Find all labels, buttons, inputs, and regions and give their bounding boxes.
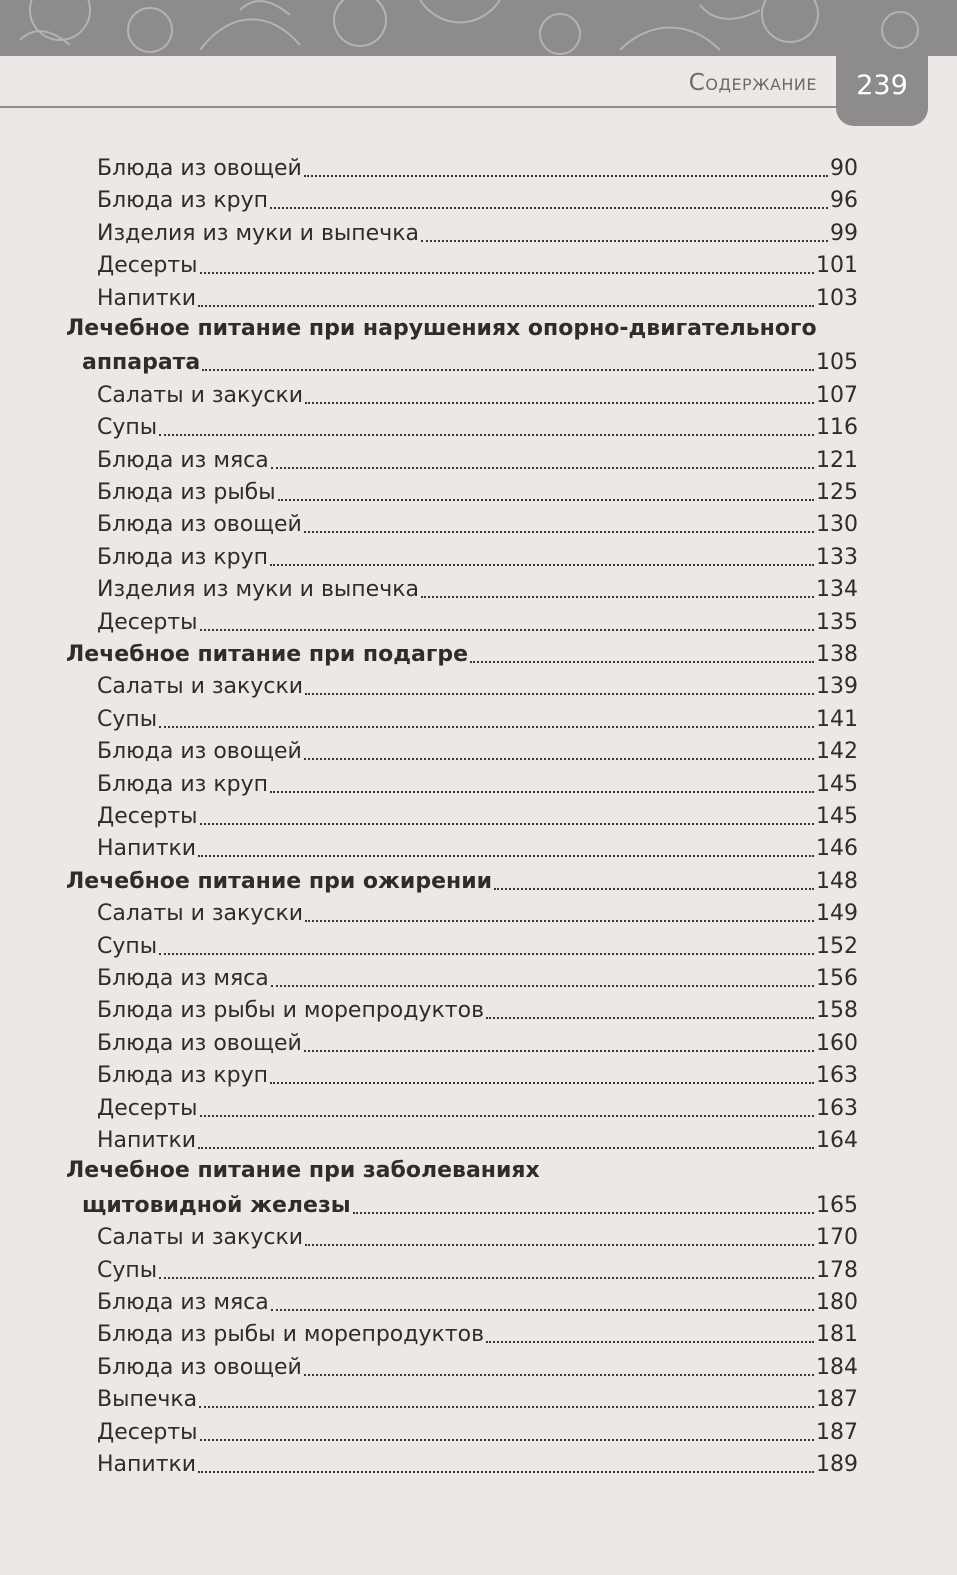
- dot-leader: [304, 529, 814, 533]
- toc-entry-page: 187: [816, 1387, 858, 1413]
- toc-entry-page: 101: [816, 253, 858, 279]
- dot-leader: [199, 1404, 814, 1408]
- toc-entry-label: Блюда из мяса: [97, 966, 269, 991]
- toc-entry: [97, 411, 858, 443]
- dot-leader: [305, 1242, 814, 1246]
- toc-entry-label: Супы: [97, 933, 158, 959]
- toc-entry: [97, 962, 858, 994]
- toc-entry-label: щитовидной железы: [82, 1192, 351, 1218]
- toc-entry-label: Салаты и закуски: [97, 901, 304, 927]
- toc-entry: [97, 1059, 858, 1091]
- toc-entry-label: Десерты: [97, 609, 198, 635]
- toc-entry-label: Напитки: [97, 1128, 197, 1153]
- dot-leader: [421, 238, 828, 242]
- toc-entry-label: Блюда из овощей: [97, 1354, 302, 1380]
- toc-entry-label: Супы: [97, 415, 158, 441]
- dot-leader: [198, 303, 814, 307]
- toc-entry-page: 105: [816, 350, 858, 376]
- dot-leader: [271, 465, 814, 469]
- toc-entry-label: Салаты и закуски: [97, 674, 304, 700]
- dot-leader: [159, 1275, 814, 1279]
- toc-entry-page: 163: [816, 1095, 858, 1121]
- dot-leader: [200, 270, 814, 274]
- toc-entry: [97, 476, 858, 508]
- toc-entry: [97, 508, 858, 540]
- toc-chapter-entry: [82, 1189, 858, 1221]
- toc-entry-label: Блюда из овощей: [97, 156, 302, 181]
- toc-entry-label: Изделия из муки и выпечка: [97, 220, 419, 246]
- toc-entry-page: 125: [816, 480, 858, 505]
- dot-leader: [159, 724, 814, 728]
- toc-entry-page: 163: [816, 1063, 858, 1089]
- toc-entry-label: Блюда из круп: [97, 771, 269, 797]
- toc-entry-page: 133: [816, 544, 858, 570]
- toc-entry-page: 135: [816, 609, 858, 635]
- dot-leader: [486, 1339, 814, 1343]
- toc-entry-page: 121: [816, 447, 858, 473]
- toc-entry-label: Лечебное питание при ожирении: [66, 868, 493, 894]
- dot-leader: [198, 1145, 814, 1149]
- toc-entry-page: 103: [816, 285, 858, 311]
- toc-entry-label: Блюда из мяса: [97, 447, 269, 473]
- toc-entry-label: Салаты и закуски: [97, 1225, 304, 1251]
- toc-entry-label: Напитки: [97, 1452, 197, 1477]
- toc-entry: [97, 444, 858, 476]
- toc-entry-label: Блюда из круп: [97, 1063, 269, 1089]
- page-header-title: Содержание: [688, 70, 817, 96]
- toc-entry-page: 152: [816, 933, 858, 959]
- toc-entry-label: Блюда из рыбы и морепродуктов: [97, 998, 485, 1024]
- dot-leader: [159, 951, 814, 955]
- toc-entry-label: Блюда из круп: [97, 544, 269, 570]
- header-divider: [0, 106, 836, 108]
- toc-entry: [97, 670, 858, 702]
- toc-entry: [97, 152, 858, 184]
- toc-entry-page: 165: [816, 1192, 858, 1218]
- dot-leader: [494, 886, 814, 890]
- toc-entry-page: 178: [816, 1257, 858, 1283]
- toc-entry-page: 189: [816, 1452, 858, 1477]
- toc-chapter-heading: Лечебное питание при нарушениях опорно-двигательного: [66, 316, 817, 341]
- toc-entry-page: 139: [816, 674, 858, 700]
- toc-entry-label: Лечебное питание при подагре: [66, 642, 468, 667]
- toc-entry-page: 170: [816, 1225, 858, 1251]
- dot-leader: [200, 821, 814, 825]
- dot-leader: [198, 853, 814, 857]
- toc-entry: [97, 1318, 858, 1350]
- toc-entry-label: Блюда из рыбы: [97, 480, 276, 505]
- toc-entry-page: 96: [830, 188, 858, 214]
- toc-entry: [97, 1027, 858, 1059]
- toc-entry-page: 90: [830, 156, 858, 181]
- toc-entry-page: 184: [816, 1354, 858, 1380]
- dot-leader: [305, 918, 814, 922]
- toc-entry: [97, 282, 858, 314]
- toc-entry: [97, 184, 858, 216]
- dot-leader: [270, 205, 828, 209]
- toc-entry: [97, 735, 858, 767]
- toc-entry-page: 149: [816, 901, 858, 927]
- toc-entry-page: 107: [816, 382, 858, 408]
- toc-entry: [97, 1351, 858, 1383]
- dot-leader: [159, 432, 814, 436]
- toc-entry: [97, 217, 858, 249]
- toc-entry: [97, 1416, 858, 1448]
- toc-chapter-entry: [66, 865, 858, 897]
- toc-entry-label: Напитки: [97, 836, 197, 862]
- dot-leader: [271, 1307, 814, 1311]
- toc-entry: [97, 606, 858, 638]
- toc-entry-page: 180: [816, 1290, 858, 1315]
- toc-entry-label: Десерты: [97, 804, 198, 829]
- toc-entry-label: Блюда из овощей: [97, 1030, 302, 1056]
- dot-leader: [304, 1048, 814, 1052]
- toc-entry: [97, 249, 858, 281]
- toc-entry-label: Супы: [97, 1257, 158, 1283]
- dot-leader: [304, 173, 828, 177]
- toc-entry-page: 116: [816, 415, 858, 441]
- fruit-pattern-icon: [0, 0, 957, 56]
- toc-entry: [97, 1383, 858, 1415]
- toc-entry: [97, 1092, 858, 1124]
- toc-entry: [97, 1286, 858, 1318]
- toc-entry-page: 145: [816, 771, 858, 797]
- toc-entry: [97, 1254, 858, 1286]
- toc-entry-page: 158: [816, 998, 858, 1024]
- toc-entry-label: Блюда из круп: [97, 188, 269, 214]
- dot-leader: [200, 1113, 814, 1117]
- toc-entry: [97, 930, 858, 962]
- toc-entry-page: 134: [816, 577, 858, 603]
- toc-entry-label: Десерты: [97, 1419, 198, 1445]
- dot-leader: [200, 627, 814, 631]
- toc-entry-page: 141: [816, 706, 858, 732]
- toc-entry: [97, 1448, 858, 1480]
- toc-entry: [97, 379, 858, 411]
- toc-entry-label: Супы: [97, 706, 158, 732]
- toc-entry: [97, 768, 858, 800]
- toc-chapter-heading: Лечебное питание при заболеваниях: [66, 1158, 540, 1184]
- toc-entry-label: Выпечка: [97, 1387, 198, 1413]
- dot-leader: [305, 691, 814, 695]
- toc-entry-label: Блюда из овощей: [97, 512, 302, 538]
- toc-entry-label: Блюда из рыбы и морепродуктов: [97, 1322, 485, 1348]
- toc-entry-page: 138: [816, 642, 858, 667]
- toc-chapter-entry: [66, 638, 858, 670]
- toc-entry: [97, 541, 858, 573]
- dot-leader: [421, 594, 814, 598]
- toc-entry-page: 142: [816, 739, 858, 765]
- page-number: 239: [836, 52, 928, 126]
- toc-entry-label: Блюда из овощей: [97, 739, 302, 765]
- dot-leader: [198, 1469, 814, 1473]
- toc-entry-label: Салаты и закуски: [97, 382, 304, 408]
- dot-leader: [271, 983, 814, 987]
- toc-entry-page: 181: [816, 1322, 858, 1348]
- toc-entry-label: Десерты: [97, 253, 198, 279]
- toc-entry-page: 156: [816, 966, 858, 991]
- decorative-banner: [0, 0, 957, 56]
- toc-entry: [97, 832, 858, 864]
- dot-leader: [200, 1437, 814, 1441]
- toc-entry: [97, 573, 858, 605]
- toc-entry-page: 130: [816, 512, 858, 538]
- dot-leader: [304, 1372, 814, 1376]
- toc-entry-label: аппарата: [82, 350, 201, 376]
- toc-entry: [97, 800, 858, 832]
- toc-entry-page: 145: [816, 804, 858, 829]
- dot-leader: [305, 400, 814, 404]
- dot-leader: [270, 562, 814, 566]
- toc-entry-label: Блюда из мяса: [97, 1290, 269, 1315]
- toc-entry-page: 164: [816, 1128, 858, 1153]
- dot-leader: [202, 367, 814, 371]
- dot-leader: [353, 1210, 814, 1214]
- dot-leader: [304, 756, 814, 760]
- toc-entry: [97, 897, 858, 929]
- toc-entry: [97, 703, 858, 735]
- toc-entry-page: 187: [816, 1419, 858, 1445]
- toc-entry-page: 146: [816, 836, 858, 862]
- toc-chapter-entry: [82, 346, 858, 378]
- toc-entry-page: 160: [816, 1030, 858, 1056]
- dot-leader: [270, 1080, 814, 1084]
- toc-entry: [97, 1124, 858, 1156]
- toc-entry-label: Изделия из муки и выпечка: [97, 577, 419, 603]
- dot-leader: [486, 1015, 814, 1019]
- toc-entry: [97, 994, 858, 1026]
- dot-leader: [278, 497, 814, 501]
- toc-entry-label: Десерты: [97, 1095, 198, 1121]
- toc-entry-page: 99: [830, 220, 858, 246]
- dot-leader: [470, 659, 814, 663]
- toc-entry: [97, 1221, 858, 1253]
- toc-entry-label: Напитки: [97, 285, 197, 311]
- dot-leader: [270, 789, 814, 793]
- toc-entry-page: 148: [816, 868, 858, 894]
